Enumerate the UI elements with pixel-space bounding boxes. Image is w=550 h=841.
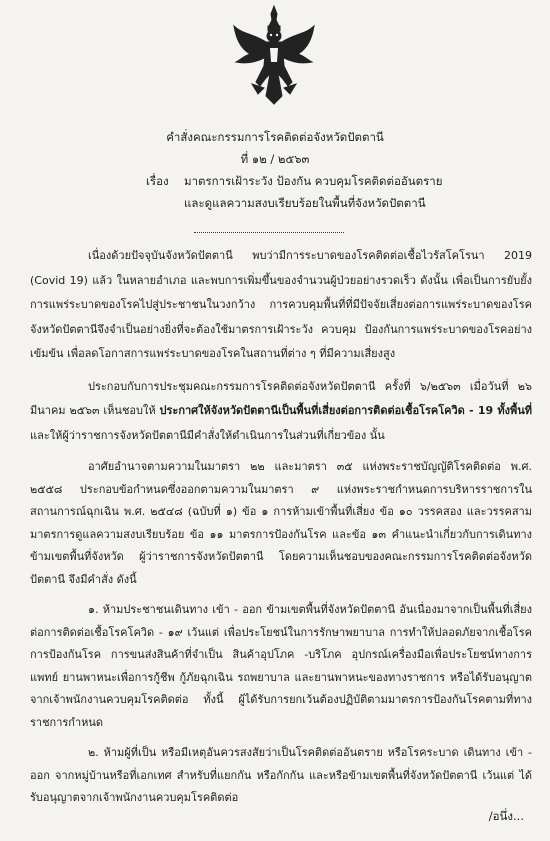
order-item-2: ๒. ห้ามผู้ที่เป็น หรือมีเหตุอันควรสงสัยว่าเป็นโรคติดต่ออันตราย หรือโรคระบาด เดินทาง เข้า - ออก จากหมู่บ้านหรือที่เอกเทศ สำหรับที่แยกกัน หรือกักกัน และหรือข้ามเขตพื้นที่จังหวัดปัตตานี เว้นแต่ ได้รับอนุญาตจากเจ้าพนักงานควบคุมโรคติดต่อ	[30, 746, 532, 804]
paragraph-background: เนื่องด้วยปัจจุบันจังหวัดปัตตานี พบว่ามีการระบาดของโรคติดต่อเชื้อไวรัสโคโรนา 2019 (Covid 19) แล้ว ในหลายอำเภอ และพบการเพิ่มขึ้นของจำนวนผู้ป่วยอย่างรวดเร็ว ดังนั้น เพื่อเป็นการยับยั้งการแพร่ระบาดของโรคไปสู่ประชาชนในวงกว้าง การควบคุมพื้นที่ที่มีปัจจัยเสี่ยงต่อการแพร่ระบาดของโรคจังหวัดปัตตานีจึงจำเป็นอย่างยิ่งที่จะต้องใช้มาตรการเฝ้าระวัง ควบคุม ป้องกันการแพร่ระบาดของโรคอย่างเข้มข้น เพื่อลดโอกาสการแพร่ระบาดของโรคในสถานที่ต่าง ๆ ที่มีความเสี่ยงสูง	[30, 249, 532, 360]
subject-line-2: และดูแลความสงบเรียบร้อยในพื้นที่จังหวัดปัตตานี	[184, 196, 426, 210]
order-item-1: ๑. ห้ามประชาชนเดินทาง เข้า - ออก ข้ามเขตพื้นที่จังหวัดปัตตานี อันเนื่องมาจากเป็นพื้นที่เสี่ยงต่อการติดต่อเชื้อโรคโควิด - ๑๙ เว้นแต่ เพื่อประโยชน์ในการรักษาพยาบาล การทำให้ปลอดภัยจากเชื้อโรค การป้องกันโรค การขนส่งสินค้าที่จำเป็น สินค้าอุปโภค -บริโภค อุปกรณ์เครื่องมือเพื่อประโยชน์ทางการแพทย์ ยานพาหนะเพื่อการกู้ชีพ กู้ภัยฉุกเฉิน รถพยาบาล และยานพาหนะของทางราชการ หรือได้รับอนุญาตจากเจ้าพนักงานควบคุมโรคติดต่อ ทั้งนี้ ผู้ได้รับการยกเว้นต้องปฏิบัติตามมาตรการป้องกันโรคตามที่ทางราชการกำหนด	[30, 603, 532, 729]
subject-row	[146, 170, 442, 192]
subject-label: เรื่อง	[146, 174, 169, 188]
garuda-emblem	[230, 4, 318, 108]
risk-area-declaration: ประกาศให้จังหวัดปัตตานีเป็นพื้นที่เสี่ยงต่อการติดต่อเชื้อโรคโควิด - 19 ทั้งพื้นที่	[159, 404, 532, 417]
paragraph-meeting-text: ประกอบกับการประชุมคณะกรรมการโรคติดต่อจังหวัดปัตตานี ครั้งที่ ๖/๒๕๖๓ เมื่อวันที่ ๒๖ มีนาคม ๒๕๖๓ เห็นชอบให้	[30, 379, 532, 417]
subject-line-1: มาตรการเฝ้าระวัง ป้องกัน ควบคุมโรคติดต่ออันตราย	[184, 174, 443, 188]
order-title: คำสั่งคณะกรรมการโรคติดต่อจังหวัดปัตตานี	[166, 130, 384, 144]
continuation-marker: /อนึ่ง...	[488, 809, 524, 823]
paragraph-meeting-end: และให้ผู้ว่าราชการจังหวัดปัตตานีมีคำสั่งให้ดำเนินการในส่วนที่เกี่ยวข้อง นั้น	[30, 428, 385, 442]
order-header	[0, 126, 550, 170]
order-number: ที่ ๑๒ / ๒๕๖๓	[240, 152, 310, 166]
paragraph-meeting	[30, 375, 532, 449]
dotted-divider	[194, 232, 344, 233]
order-body	[30, 244, 532, 818]
paragraph-authority: อาศัยอำนาจตามความในมาตรา ๒๒ และมาตรา ๓๕ แห่งพระราชบัญญัติโรคติดต่อ พ.ศ. ๒๕๕๘ ประกอบข้อกำหนดซึ่งออกตามความในมาตรา ๙ แห่งพระราชกำหนดการบริหารราชการในสถานการณ์ฉุกเฉิน พ.ศ. ๒๕๔๘ (ฉบับที่ ๑) ข้อ ๑ การห้ามเข้าพื้นที่เสี่ยง ข้อ ๑๐ วรรคสอง และวรรคสาม มาตรการดูแลความสงบเรียบร้อย ข้อ ๑๑ มาตรการป้องกันโรค และข้อ ๑๓ คำแนะนำเกี่ยวกับการเดินทางข้ามเขตพื้นที่จังหวัด ผู้ว่าราชการจังหวัดปัตตานี โดยความเห็นชอบของคณะกรรมการโรคติดต่อจังหวัดปัตตานี จึงมีคำสั่ง ดังนี้	[30, 460, 532, 586]
